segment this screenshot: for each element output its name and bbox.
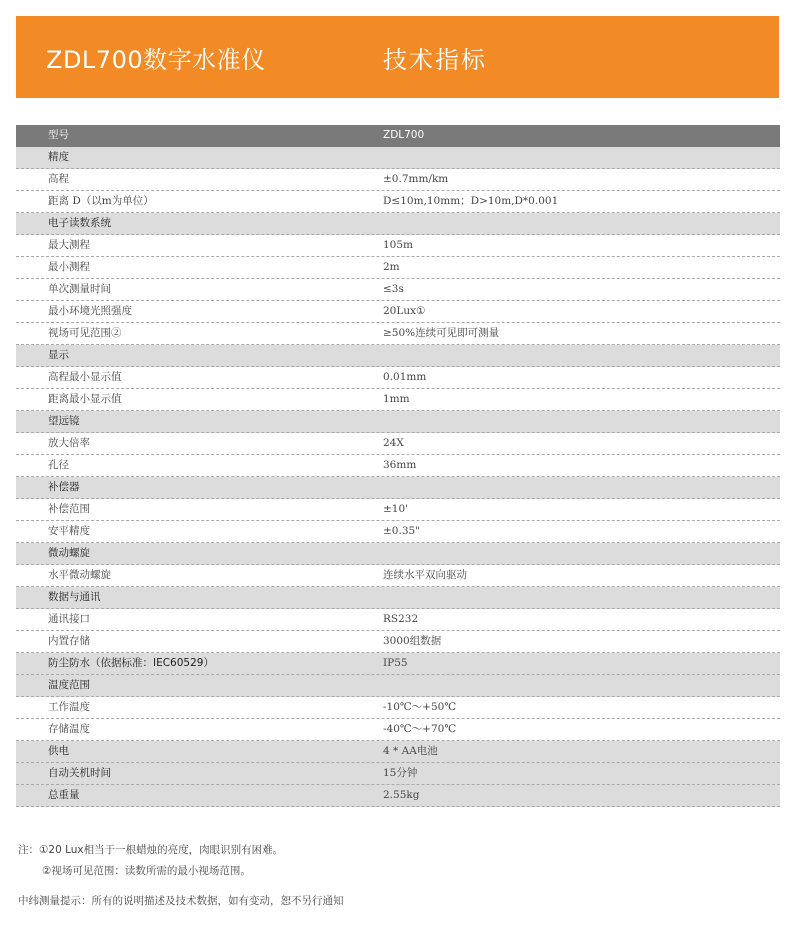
spec-label: 高程最小显示值 <box>48 371 122 383</box>
spec-label: 最小测程 <box>48 261 90 273</box>
section-row <box>16 675 780 697</box>
spec-value: RS232 <box>383 613 419 625</box>
spec-value: 0.01mm <box>383 371 427 383</box>
spec-label: 显示 <box>48 349 69 361</box>
spec-value: ≥50%连续可见即可测量 <box>383 327 500 339</box>
spec-value: ±0.7mm/km <box>383 173 449 185</box>
spec-value: 2m <box>383 261 400 273</box>
footnote-2: ②视场可见范围：读数所需的最小视场范围。 <box>42 865 251 877</box>
section-row <box>16 477 780 499</box>
footnote-1: 注：①20 Lux相当于一根蜡烛的亮度，肉眼识别有困难。 <box>18 844 284 856</box>
spec-label: 补偿范围 <box>48 503 90 515</box>
section-row <box>16 587 780 609</box>
spec-value: ±0.35" <box>383 525 421 537</box>
section-row <box>16 213 780 235</box>
spec-label: 通讯接口 <box>48 613 90 625</box>
table-row <box>16 697 780 719</box>
table-row <box>16 521 780 543</box>
section-row <box>16 785 780 807</box>
spec-label: 电子读数系统 <box>48 217 111 229</box>
table-row <box>16 235 780 257</box>
table-row <box>16 367 780 389</box>
spec-label: 孔径 <box>48 459 69 471</box>
spec-label: 放大倍率 <box>48 437 90 449</box>
spec-label: 型号 <box>48 129 69 141</box>
spec-label: 距离 D（以m为单位） <box>48 195 154 207</box>
spec-label: 安平精度 <box>48 525 90 537</box>
section-row <box>16 345 780 367</box>
spec-label: 望远镜 <box>48 415 80 427</box>
spec-value: 连续水平双向驱动 <box>383 569 467 581</box>
spec-value: 20Lux① <box>383 305 426 317</box>
spec-table <box>16 125 780 807</box>
table-row <box>16 609 780 631</box>
table-row <box>16 279 780 301</box>
spec-label: 高程 <box>48 173 69 185</box>
spec-value: ±10' <box>383 503 409 515</box>
section-title: 技术指标 <box>383 46 487 74</box>
spec-label: 单次测量时间 <box>48 283 111 295</box>
spec-label: 防尘防水（依据标准：IEC60529） <box>48 657 214 669</box>
table-row <box>16 191 780 213</box>
product-title: ZDL700数字水准仪 <box>46 46 266 74</box>
spec-value: D≤10m,10mm；D>10m,D*0.001 <box>383 195 559 207</box>
spec-value: 15分钟 <box>383 767 418 779</box>
spec-value: IP55 <box>383 657 408 669</box>
spec-label: 数据与通讯 <box>48 591 101 603</box>
spec-value: 36mm <box>383 459 417 471</box>
spec-label: 工作温度 <box>48 701 90 713</box>
table-row <box>16 323 780 345</box>
spec-label: 自动关机时间 <box>48 767 111 779</box>
table-row <box>16 719 780 741</box>
section-row <box>16 543 780 565</box>
spec-value: 4 * AA电池 <box>383 745 438 757</box>
table-row <box>16 455 780 477</box>
table-row <box>16 301 780 323</box>
section-row <box>16 147 780 169</box>
spec-label: 存储温度 <box>48 723 90 735</box>
table-row <box>16 389 780 411</box>
spec-label: 微动螺旋 <box>48 547 90 559</box>
spec-value: 2.55kg <box>383 789 420 801</box>
spec-label: 水平微动螺旋 <box>48 569 111 581</box>
spec-label: 最大测程 <box>48 239 90 251</box>
spec-value: 3000组数据 <box>383 635 442 647</box>
table-header-row <box>16 125 780 147</box>
spec-value: 105m <box>383 239 413 251</box>
spec-label: 补偿器 <box>48 481 80 493</box>
spec-label: 视场可见范围② <box>48 327 122 339</box>
section-row <box>16 763 780 785</box>
section-row <box>16 411 780 433</box>
disclaimer: 中纬测量提示：所有的说明描述及技术数据，如有变动，恕不另行通知 <box>18 895 344 907</box>
spec-value: 24X <box>383 437 404 449</box>
title-banner <box>16 16 779 98</box>
table-row <box>16 499 780 521</box>
spec-label: 内置存储 <box>48 635 90 647</box>
table-row <box>16 169 780 191</box>
table-row <box>16 565 780 587</box>
spec-value: -10℃～+50℃ <box>383 701 457 713</box>
spec-label: 供电 <box>48 745 69 757</box>
spec-value: ≤3s <box>383 283 404 295</box>
spec-label: 总重量 <box>48 789 80 801</box>
section-row <box>16 741 780 763</box>
spec-label: 精度 <box>48 151 69 163</box>
section-row <box>16 653 780 675</box>
spec-value: ZDL700 <box>383 129 425 141</box>
spec-label: 温度范围 <box>48 679 90 691</box>
spec-label: 距离最小显示值 <box>48 393 122 405</box>
table-row <box>16 631 780 653</box>
table-row <box>16 257 780 279</box>
table-row <box>16 433 780 455</box>
spec-value: 1mm <box>383 393 410 405</box>
spec-label: 最小环境光照强度 <box>48 305 132 317</box>
spec-value: -40℃～+70℃ <box>383 723 457 735</box>
